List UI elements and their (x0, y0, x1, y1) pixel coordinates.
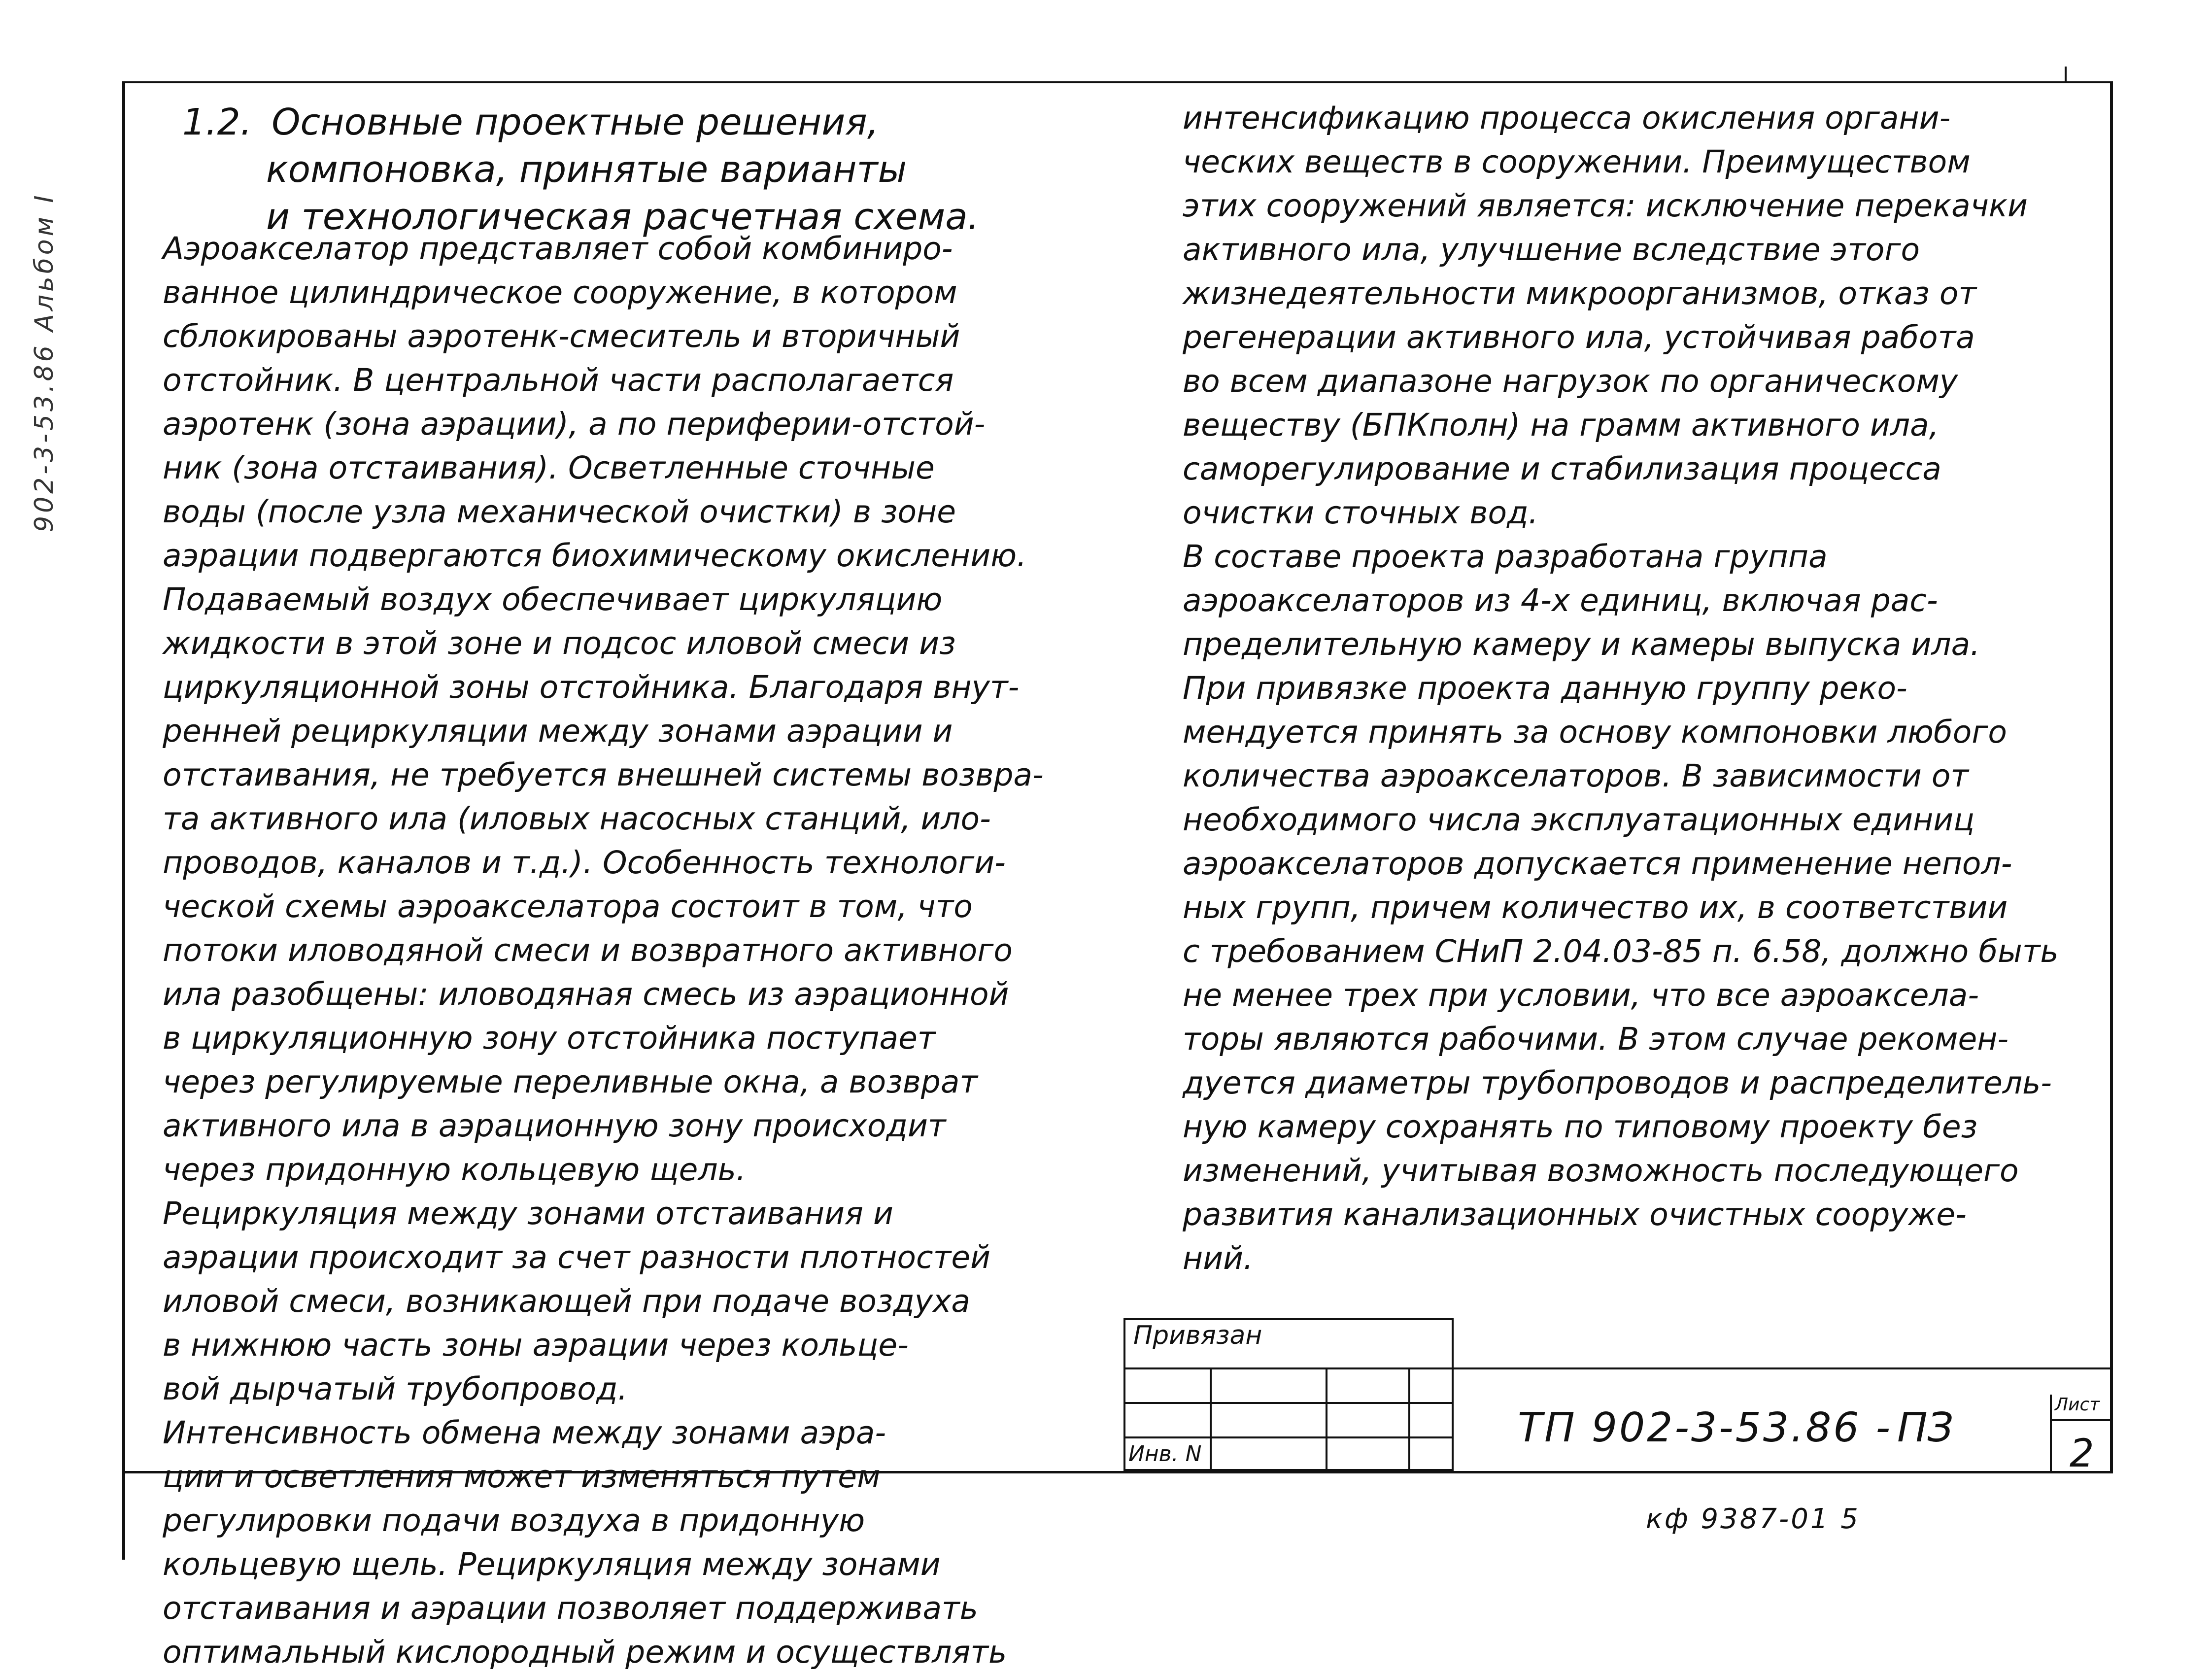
text-line: аэрации подвергаются биохимическому окислению. (163, 538, 1027, 574)
sheet-number: 2 (2070, 1432, 2094, 1476)
text-line: интенсификацию процесса окисления органи- (1183, 100, 1951, 136)
stamp-v-line-1 (1210, 1367, 1212, 1471)
inventory-number-label: Инв. N (1128, 1441, 1202, 1467)
text-line: ции и осветления может изменяться путем (163, 1459, 881, 1495)
text-line: ную камеру сохранять по типовому проекту без (1183, 1109, 1978, 1145)
text-line: циркуляционной зоны отстойника. Благодаря внут- (163, 669, 1020, 705)
text-line: проводов, каналов и т.д.). Особенность технологи- (163, 845, 1006, 881)
stamp-v-line-3 (1408, 1367, 1410, 1471)
left-text-column (163, 227, 1099, 1674)
frame-top-tick (2065, 67, 2067, 81)
text-line: во всем диапазоне нагрузок по органическому (1183, 363, 1958, 399)
text-line: При привязке проекта данную группу реко- (1183, 670, 1907, 706)
side-code-label: 902-3-53.86 Альбом I (30, 192, 59, 532)
stamp-h-line-2 (1123, 1402, 1454, 1404)
text-line: этих сооружений является: исключение перекачки (1183, 188, 2028, 224)
text-line: развития канализационных очистных сооруже- (1183, 1196, 1967, 1232)
text-line: ила разобщены: иловодяная смесь из аэрационной (163, 976, 1009, 1012)
text-line: через придонную кольцевую щель. (163, 1152, 746, 1188)
text-line: через регулируемые переливные окна, а возврат (163, 1064, 978, 1100)
right-text-column (1183, 96, 2109, 1280)
text-line: аэрации происходит за счет разности плотностей (163, 1239, 991, 1275)
title-block-top-line (1454, 1367, 2112, 1369)
text-line: аэроакселаторов допускается применение непол- (1183, 846, 2012, 882)
text-line: вой дырчатый трубопровод. (163, 1371, 628, 1407)
text-line: изменений, учитывая возможность последующего (1183, 1153, 2019, 1189)
stamp-h-line-1 (1123, 1367, 1454, 1369)
text-line: активного ила, улучшение вследствие этого (1183, 232, 1920, 268)
section-heading (182, 99, 979, 240)
text-line: мендуется принять за основу компоновки любого (1183, 714, 2007, 750)
text-line: Интенсивность обмена между зонами аэра- (163, 1415, 886, 1451)
text-line: отстаивания, не требуется внешней системы возвра- (163, 757, 1044, 793)
text-line: ческих веществ в сооружении. Преимуществом (1183, 144, 1971, 180)
sheet-cell-mid-line (2050, 1419, 2112, 1421)
sheet-label: Лист (2055, 1395, 2100, 1415)
heading-line-1: Основные проектные решения, (272, 101, 879, 143)
text-line: ванное цилиндрическое сооружение, в котором (163, 274, 957, 310)
text-line: пределительную камеру и камеры выпуска ила. (1183, 626, 1980, 662)
text-line: жизнедеятельности микроорганизмов, отказ от (1183, 275, 1977, 311)
heading-line-3: и технологическая расчетная схема. (266, 196, 980, 238)
text-line: дуется диаметры трубопроводов и распределитель- (1183, 1065, 2052, 1101)
text-line: регенерации активного ила, устойчивая работа (1183, 319, 1975, 355)
text-line: аэроакселаторов из 4-х единиц, включая рас- (1183, 582, 1938, 618)
text-line: та активного ила (иловых насосных станций, ило- (163, 801, 991, 837)
attached-label: Привязан (1133, 1321, 1262, 1350)
text-line: торы являются рабочими. В этом случае рекомен- (1183, 1021, 2009, 1057)
document-suffix: ПЗ (1897, 1404, 1954, 1451)
text-line: необходимого числа эксплуатационных единиц (1183, 802, 1975, 838)
text-line: активного ила в аэрационную зону происходит (163, 1108, 946, 1144)
sheet-cell-left-line (2050, 1395, 2052, 1471)
text-line: иловой смеси, возникающей при подаче воздуха (163, 1283, 970, 1319)
text-line: воды (после узла механической очистки) в зоне (163, 494, 956, 530)
document-code: ТП 902-3-53.86 - (1518, 1404, 1893, 1451)
text-line: Аэроакселатор представляет собой комбиниро- (163, 231, 953, 267)
archive-code: кф 9387-01 5 (1646, 1503, 1860, 1535)
text-line: очистки сточных вод. (1183, 495, 1538, 531)
text-line: веществу (БПКполн) на грамм активного ила, (1183, 407, 1939, 443)
text-line: отстаивания и аэрации позволяет поддерживать (163, 1590, 978, 1626)
text-line: регулировки подачи воздуха в придонную (163, 1503, 865, 1538)
stamp-v-line-2 (1326, 1367, 1327, 1471)
stamp-h-line-3 (1123, 1436, 1454, 1438)
text-line: аэротенк (зона аэрации), а по периферии-отстой- (163, 406, 986, 442)
text-line: сблокированы аэротенк-смеситель и вторичный (163, 318, 960, 354)
text-line: отстойник. В центральной части располагается (163, 362, 954, 398)
text-line: В составе проекта разработана группа (1183, 539, 1828, 575)
text-line: Подаваемый воздух обеспечивает циркуляцию (163, 581, 943, 617)
text-line: ческой схемы аэроакселатора состоит в том, что (163, 888, 973, 924)
text-line: кольцевую щель. Рециркуляция между зонами (163, 1546, 941, 1582)
text-line: ных групп, причем количество их, в соответствии (1183, 889, 2008, 925)
text-line: количества аэроакселаторов. В зависимости от (1183, 758, 1969, 794)
text-line: с требованием СНиП 2.04.03-85 п. 6.58, должно быть (1183, 933, 2059, 969)
text-line: Рециркуляция между зонами отстаивания и (163, 1196, 893, 1231)
text-line: оптимальный кислородный режим и осуществлять (163, 1634, 1007, 1670)
frame-top-line (122, 81, 2113, 83)
text-line: саморегулирование и стабилизация процесса (1183, 451, 1941, 487)
text-line: ний. (1183, 1240, 1254, 1276)
text-line: не менее трех при условии, что все аэроаксела- (1183, 977, 1979, 1013)
heading-line-2: компоновка, принятые варианты (266, 148, 907, 191)
text-line: жидкости в этой зоне и подсос иловой смеси из (163, 625, 956, 661)
frame-right-line (2110, 81, 2113, 1471)
text-line: в нижнюю часть зоны аэрации через кольце- (163, 1327, 909, 1363)
frame-left-line (122, 81, 125, 1560)
text-line: ник (зона отстаивания). Осветленные сточные (163, 450, 935, 486)
text-line: потоки иловодяной смеси и возвратного активного (163, 932, 1013, 968)
section-number: 1.2. (182, 101, 252, 143)
text-line: в циркуляционную зону отстойника поступает (163, 1020, 936, 1056)
text-line: ренней рециркуляции между зонами аэрации и (163, 713, 953, 749)
